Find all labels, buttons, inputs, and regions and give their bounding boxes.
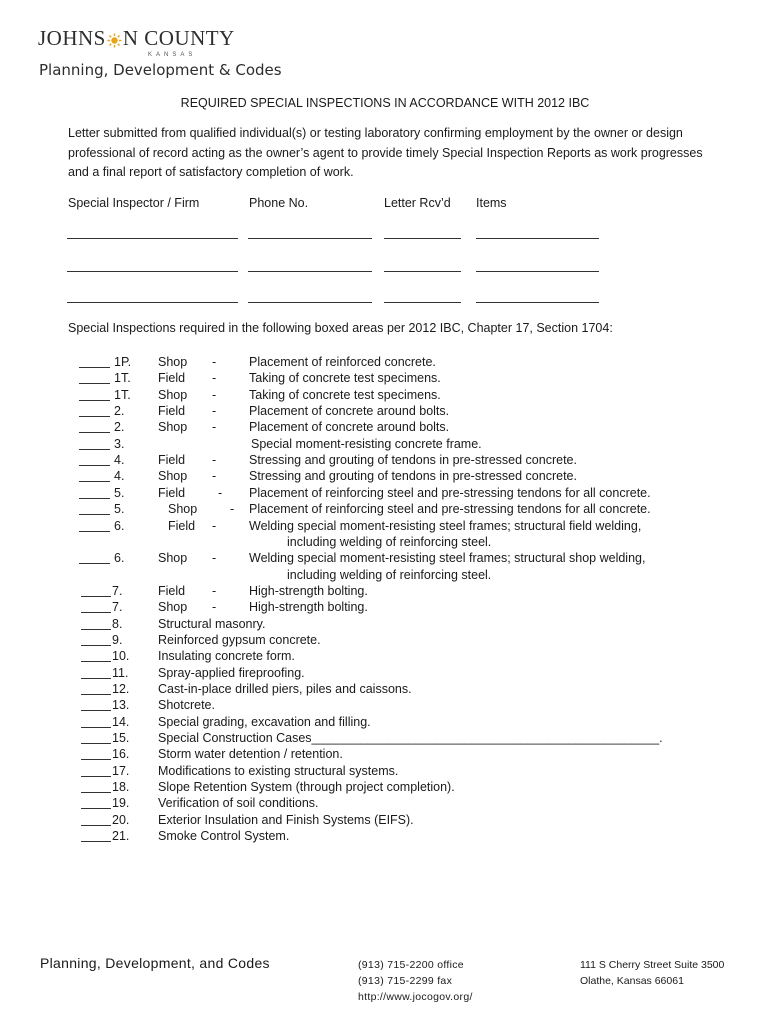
inspector-firm-field-row2[interactable] xyxy=(67,271,238,272)
inspection-description: Placement of concrete around bolts. xyxy=(249,420,450,435)
inspection-number: 13. xyxy=(112,698,130,713)
inspection-row xyxy=(0,583,770,599)
footer-department: Planning, Development, and Codes xyxy=(40,955,270,971)
dash-separator: - xyxy=(212,355,217,369)
inspection-row xyxy=(0,763,770,779)
checkbox-line[interactable] xyxy=(79,383,110,384)
items-field-row2[interactable] xyxy=(476,271,599,272)
inspection-location: Shop xyxy=(168,502,198,517)
footer-office-phone: (913) 715-2200 office xyxy=(358,959,464,971)
inspection-number: 6. xyxy=(114,551,125,566)
intro-paragraph: Letter submitted from qualified individual(s) or testing laboratory confirming employment by the owner or design professional of record acting as the owner’s agent to provide timely Special Inspection Reports as work progresses and a final report of satisfactory completion of work. xyxy=(68,126,703,179)
footer-address-line2: Olathe, Kansas 66061 xyxy=(580,975,684,987)
dash-separator: - xyxy=(212,551,217,566)
sun-icon xyxy=(107,31,122,46)
inspection-number: 15. xyxy=(112,731,130,746)
inspection-number: 7. xyxy=(112,600,123,615)
checkbox-line[interactable] xyxy=(81,596,111,597)
inspection-location: Shop xyxy=(158,355,188,369)
inspection-description: Special Construction Cases__________________________________________________. xyxy=(158,731,663,746)
inspection-description: Modifications to existing structural systems. xyxy=(158,763,399,778)
inspection-row xyxy=(0,419,770,435)
inspection-description: Taking of concrete test specimens. xyxy=(249,387,441,402)
checkbox-line[interactable] xyxy=(81,776,111,777)
dash-separator: - xyxy=(218,485,223,500)
checkbox-line[interactable] xyxy=(79,481,110,482)
dash-separator: - xyxy=(212,453,217,468)
inspection-number: 1P. xyxy=(114,355,132,369)
inspection-row xyxy=(0,599,770,615)
checkbox-line[interactable] xyxy=(79,367,110,368)
logo-state: KANSAS xyxy=(148,52,197,58)
checkbox-line[interactable] xyxy=(81,694,111,695)
inspection-description: Cast-in-place drilled piers, piles and caissons. xyxy=(158,682,412,696)
inspection-description: Reinforced gypsum concrete. xyxy=(158,632,321,647)
checkbox-line[interactable] xyxy=(81,759,111,760)
checkbox-line[interactable] xyxy=(81,678,111,679)
boxed-areas-intro: Special Inspections required in the following boxed areas per 2012 IBC, Chapter 17, Section 1704: xyxy=(68,321,613,335)
inspection-description: Special moment-resisting concrete frame. xyxy=(251,436,482,451)
checkbox-line[interactable] xyxy=(79,449,110,450)
inspection-description: Welding special moment-resisting steel frames; structural field welding, xyxy=(249,518,642,533)
dash-separator: - xyxy=(212,600,217,615)
inspection-row xyxy=(0,828,770,844)
inspection-description: Spray-applied fireproofing. xyxy=(158,665,305,680)
phone-field-row1[interactable] xyxy=(248,238,372,239)
inspection-description: Placement of reinforcing steel and pre-stressing tendons for all concrete. xyxy=(249,502,651,517)
footer-website-link[interactable]: http://www.jocogov.org/ xyxy=(358,991,473,1003)
checkbox-line[interactable] xyxy=(81,727,111,728)
items-field-row3[interactable] xyxy=(476,302,599,303)
inspection-row xyxy=(0,697,770,713)
inspection-number: 12. xyxy=(112,682,130,696)
inspection-row xyxy=(0,403,770,419)
dash-separator: - xyxy=(212,387,217,402)
inspection-row xyxy=(0,550,770,566)
phone-field-row3[interactable] xyxy=(248,302,372,303)
items-field-row1[interactable] xyxy=(476,238,599,239)
checkbox-line[interactable] xyxy=(81,612,111,613)
page-title: REQUIRED SPECIAL INSPECTIONS IN ACCORDANCE WITH 2012 IBC xyxy=(180,96,590,110)
inspection-number: 8. xyxy=(112,616,123,631)
inspection-description: Storm water detention / retention. xyxy=(158,747,343,762)
checkbox-line[interactable] xyxy=(79,563,110,564)
inspection-number: 5. xyxy=(114,502,125,517)
inspection-description: Placement of reinforcing steel and pre-stressing tendons for all concrete. xyxy=(249,485,651,500)
checkbox-line[interactable] xyxy=(81,710,111,711)
inspection-location: Shop xyxy=(158,387,188,402)
inspection-description: Smoke Control System. xyxy=(158,829,290,844)
inspection-description: Stressing and grouting of tendons in pre-stressed concrete. xyxy=(249,469,577,484)
inspection-row xyxy=(0,648,770,664)
inspection-description: High-strength bolting. xyxy=(249,600,368,615)
inspection-row xyxy=(0,485,770,501)
inspection-row xyxy=(0,665,770,681)
checkbox-line[interactable] xyxy=(81,743,111,744)
inspection-location: Field xyxy=(158,485,186,500)
inspection-description: Slope Retention System (through project completion). xyxy=(158,780,455,795)
letter-received-field-row3[interactable] xyxy=(384,302,461,303)
inspection-number: 6. xyxy=(114,518,125,533)
inspection-number: 19. xyxy=(112,796,130,811)
dash-separator: - xyxy=(212,518,217,533)
inspection-row xyxy=(0,387,770,403)
inspection-row xyxy=(0,714,770,730)
checkbox-line[interactable] xyxy=(79,400,110,401)
inspection-row xyxy=(0,681,770,697)
inspector-firm-field-row3[interactable] xyxy=(67,302,238,303)
inspection-number: 1T. xyxy=(114,371,131,386)
inspection-description: Structural masonry. xyxy=(158,616,266,631)
inspection-row xyxy=(0,632,770,648)
inspection-location: Shop xyxy=(158,551,188,566)
logo-text-left: JOHNS xyxy=(38,26,106,50)
footer-address-line1: 111 S Cherry Street Suite 3500 xyxy=(580,959,725,971)
inspection-row xyxy=(0,501,770,517)
inspection-number: 4. xyxy=(114,469,125,484)
inspection-number: 16. xyxy=(112,747,130,762)
johnson-county-logo xyxy=(38,26,282,79)
checkbox-line[interactable] xyxy=(81,808,111,809)
dash-separator: - xyxy=(212,420,217,435)
inspector-firm-field-row1[interactable] xyxy=(67,238,238,239)
inspection-number: 2. xyxy=(114,404,125,419)
inspection-number: 3. xyxy=(114,436,125,451)
checkbox-line[interactable] xyxy=(79,416,110,417)
header-inspector: Special Inspector / Firm xyxy=(68,196,200,210)
inspection-number: 20. xyxy=(112,812,130,827)
inspection-row xyxy=(0,795,770,811)
letter-received-field-row2[interactable] xyxy=(384,271,461,272)
inspection-location: Field xyxy=(158,453,186,468)
inspection-number: 5. xyxy=(114,485,125,500)
inspection-row xyxy=(0,354,770,370)
inspection-number: 2. xyxy=(114,420,125,435)
inspection-description: Placement of concrete around bolts. xyxy=(249,404,450,419)
header-phone: Phone No. xyxy=(249,196,309,210)
inspection-description: including welding of reinforcing steel. xyxy=(287,567,492,582)
inspection-number: 21. xyxy=(112,829,130,844)
header-letter: Letter Rcv’d xyxy=(384,196,451,210)
inspection-number: 11. xyxy=(112,665,129,680)
footer-contact xyxy=(358,957,473,1005)
inspection-location: Shop xyxy=(158,420,188,435)
inspection-location: Field xyxy=(158,404,186,419)
inspection-description: Welding special moment-resisting steel frames; structural shop welding, xyxy=(249,551,646,566)
inspection-location: Field xyxy=(158,583,186,598)
inspection-description: Verification of soil conditions. xyxy=(158,796,319,811)
dash-separator: - xyxy=(212,469,217,484)
inspection-location: Shop xyxy=(158,469,188,484)
inspection-description: High-strength bolting. xyxy=(249,583,368,598)
dash-separator: - xyxy=(212,404,217,419)
checkbox-line[interactable] xyxy=(79,498,110,499)
checkbox-line[interactable] xyxy=(81,841,111,842)
inspection-row xyxy=(0,567,770,583)
department-name: Planning, Development & Codes xyxy=(39,61,282,79)
checkbox-line[interactable] xyxy=(79,432,110,433)
inspection-row xyxy=(0,812,770,828)
inspection-row xyxy=(0,730,770,746)
inspection-row xyxy=(0,452,770,468)
dash-separator: - xyxy=(212,583,217,598)
inspection-row xyxy=(0,616,770,632)
inspection-location: Field xyxy=(168,518,196,533)
inspection-row xyxy=(0,370,770,386)
inspection-description: Insulating concrete form. xyxy=(158,649,295,664)
inspection-row xyxy=(0,779,770,795)
inspection-number: 7. xyxy=(112,583,123,598)
inspection-location: Shop xyxy=(158,600,188,615)
dash-separator: - xyxy=(230,502,235,517)
inspection-number: 4. xyxy=(114,453,125,468)
inspection-row xyxy=(0,468,770,484)
phone-field-row2[interactable] xyxy=(248,271,372,272)
inspection-number: 10. xyxy=(112,649,130,664)
checkbox-line[interactable] xyxy=(81,645,111,646)
inspection-description: Exterior Insulation and Finish Systems (EIFS). xyxy=(158,812,414,827)
inspection-number: 17. xyxy=(112,763,130,778)
logo-text-right: N COUNTY xyxy=(122,26,235,50)
checkbox-line[interactable] xyxy=(79,514,110,515)
checkbox-line[interactable] xyxy=(79,465,110,466)
footer-fax: (913) 715-2299 fax xyxy=(358,975,453,987)
inspection-number: 1T. xyxy=(114,387,131,402)
checkbox-line[interactable] xyxy=(79,531,110,532)
inspection-description: Special grading, excavation and filling. xyxy=(158,714,371,729)
inspection-location: Field xyxy=(158,371,186,386)
inspection-number: 9. xyxy=(112,632,123,647)
checkbox-line[interactable] xyxy=(81,661,111,662)
inspection-description: Shotcrete. xyxy=(158,698,215,713)
checkbox-line[interactable] xyxy=(81,629,111,630)
header-items: Items xyxy=(476,196,507,210)
inspection-description: including welding of reinforcing steel. xyxy=(287,534,492,549)
dash-separator: - xyxy=(212,371,217,386)
inspection-number: 14. xyxy=(112,714,130,729)
inspection-description: Placement of reinforced concrete. xyxy=(249,355,436,369)
footer-address xyxy=(580,957,724,989)
checkbox-line[interactable] xyxy=(81,825,111,826)
inspection-row xyxy=(0,436,770,452)
inspection-row xyxy=(0,518,770,534)
checkbox-line[interactable] xyxy=(81,792,111,793)
inspection-description: Stressing and grouting of tendons in pre-stressed concrete. xyxy=(249,453,577,468)
inspection-row xyxy=(0,534,770,550)
inspection-description: Taking of concrete test specimens. xyxy=(249,371,441,386)
letter-received-field-row1[interactable] xyxy=(384,238,461,239)
inspection-number: 18. xyxy=(112,780,130,795)
inspection-row xyxy=(0,746,770,762)
